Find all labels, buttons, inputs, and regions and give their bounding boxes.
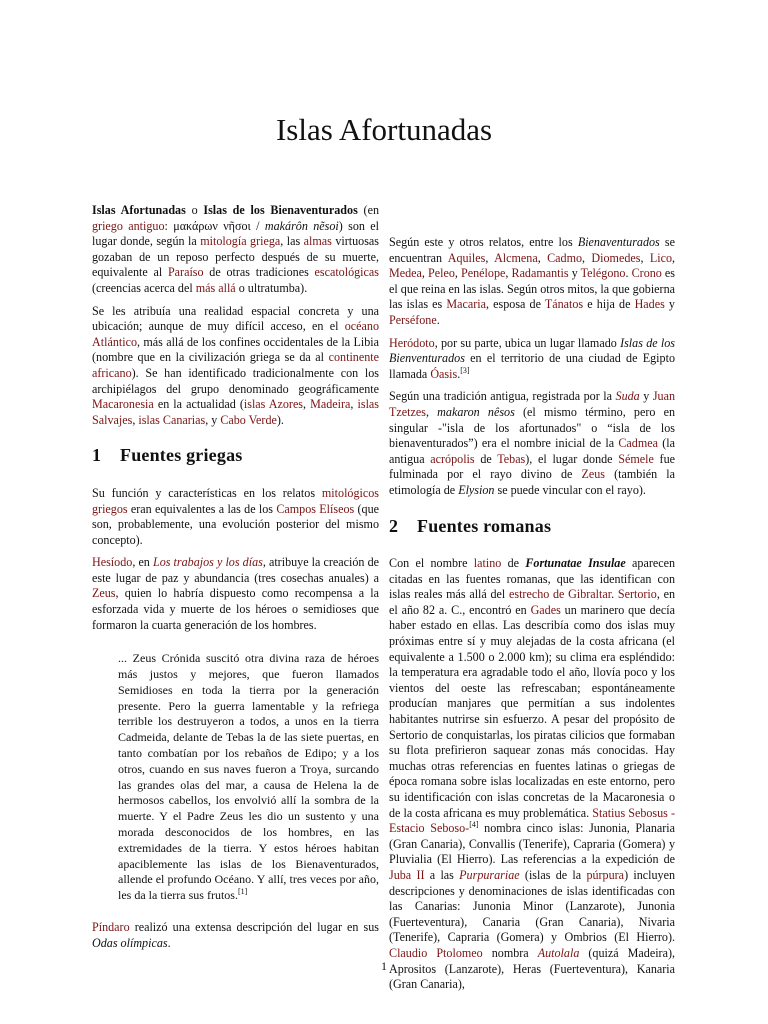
wiki-link[interactable]: Cadmo (547, 250, 583, 265)
text-run: Su función y características en los relatos (92, 485, 322, 500)
wiki-link[interactable]: continente africano (92, 350, 379, 380)
blessed-list-paragraph (389, 235, 675, 329)
text-run: (el mismo término, pero en singular -"isla de los afortunados" o “isla de los bienaventurados”) era el nombre inicial de la (389, 404, 676, 451)
text-run: (también la etimología de (389, 467, 675, 497)
wiki-link[interactable]: Píndaro (92, 920, 130, 934)
text-run: Según este y otros relatos, entre los (389, 235, 578, 249)
text-run: Con el nombre (389, 556, 474, 571)
text-run: . (167, 935, 171, 950)
citation-ref[interactable]: [4] (469, 820, 479, 830)
text-run: , (537, 250, 548, 265)
text-run: se encuentran (389, 235, 675, 265)
section-heading-fuentes-romanas (389, 515, 675, 536)
wiki-link[interactable]: más allá (195, 280, 236, 295)
text-run: virtuosas gozaban de un reposo perfecto después de su muerte, equivalente al (92, 234, 379, 280)
text-run: y (639, 389, 653, 404)
text-run: de otras tradiciones (203, 265, 315, 280)
wiki-link[interactable]: Autolala (537, 945, 580, 960)
page-title: Islas Afortunadas (275, 112, 493, 147)
text-run: se puede vincular con el rayo). (494, 482, 646, 497)
wiki-link[interactable]: Zeus (92, 586, 116, 601)
text-run: , (505, 266, 512, 281)
suda-paragraph (389, 389, 675, 498)
text-run: (en (357, 203, 379, 217)
wiki-link[interactable]: Telégono (580, 266, 626, 281)
wiki-link[interactable]: Tánatos (544, 297, 584, 312)
wiki-link[interactable]: Purpurariae (459, 867, 520, 882)
text-run: , en el año 82 a. C., encontró en (389, 587, 675, 617)
text-run: Islas de los Bienventurados (389, 335, 676, 366)
wiki-link[interactable]: Macaria (446, 297, 487, 312)
wiki-link[interactable]: Óasis (430, 366, 458, 381)
wiki-link[interactable]: Los trabajos y los días (152, 555, 263, 570)
text-run: . (625, 266, 632, 281)
wiki-link[interactable]: Statius Sebosus -Estacio Seboso- (389, 805, 676, 836)
hesiod-quote (118, 651, 379, 904)
location-paragraph (92, 304, 379, 429)
wiki-link[interactable]: Suda (615, 389, 640, 404)
text-run: (creencias acerca del (92, 280, 196, 295)
text-run: Islas Afortunadas (92, 203, 186, 217)
text-run: ... Zeus Crónida suscitó otra divina raza de héroes más justos y mejores, que fueron llamados Semidioses en toda la tierra por la generación presente. Pero la guerra lamentable y la refriega terrible los destruyeron a todos, a unos en la tierra Cadmeida, delante de Tebas la de las siete puertas, en tanto combatían por los rebaños de Edipo; y a los otros, cuando en sus naves fueron a Troya, surcando las grandes olas del mar, a causa de Helena la de hermosos cabellos, los envolvió allí la sombra de la muerte. Y el Padre Zeus les dio un sustento y una morada desconocidos de los hombres, en las extremidades de la tierra. Y estos héroes habitan apaciblemente las islas de los Bienaventurados, allende el profundo Océano. Y allí, tres veces por año, les da la tierra sus frutos. (118, 651, 379, 903)
wiki-link[interactable]: Crono (631, 266, 662, 281)
text-run: , (485, 250, 495, 265)
text-run: , (303, 397, 311, 412)
text-run: . (457, 366, 461, 381)
text-run: ) son el lugar donde, según la (92, 218, 380, 249)
wiki-link[interactable]: Hesíodo (92, 555, 133, 570)
wiki-link[interactable]: océano Atlántico (92, 319, 379, 349)
wiki-link[interactable]: Medea (389, 266, 422, 281)
wiki-link[interactable]: mitológicos griegos (92, 485, 379, 516)
wiki-link[interactable]: Radamantis (511, 266, 569, 281)
wiki-link[interactable]: islas Azores (243, 397, 304, 412)
text-run: o ultratumba). (235, 280, 308, 295)
wiki-link[interactable]: Diomedes (591, 250, 641, 265)
text-run: Islas de los Bienaventurados (203, 203, 358, 217)
wiki-link[interactable]: Aquiles (447, 250, 486, 265)
text-run: ), el lugar donde (525, 451, 619, 466)
wiki-link[interactable]: Cabo Verde (220, 412, 277, 427)
section-heading-fuentes-griegas (92, 445, 379, 466)
text-run: Elysion (458, 482, 495, 497)
text-run: , atribuye la creación de este lugar de paz y abundancia (tres cosechas anuales) a (92, 555, 379, 585)
text-run: , en (132, 555, 153, 570)
wiki-link[interactable]: Alcmena (494, 250, 538, 265)
text-run: Fortunatae Insulae (525, 556, 626, 571)
wiki-link[interactable]: Paraíso (167, 265, 204, 280)
hesiod-paragraph (92, 555, 379, 633)
text-run: en el territorio de una ciudad de Egipto llamada (389, 351, 675, 381)
text-run: , (640, 250, 650, 265)
text-run: Según una tradición antigua, registrada por la (389, 389, 616, 404)
text-run: y (568, 266, 581, 281)
wiki-link[interactable]: Tebas (497, 451, 526, 466)
text-run: , las (280, 234, 304, 249)
text-run: makárôn nẽsoi (264, 218, 339, 233)
wiki-link[interactable]: Perséfone (389, 312, 437, 327)
text-run: de (501, 556, 526, 571)
text-run: nombra cinco islas: Junonia, Planaria (Gran Canaria), Convallis (Tenerife), Capraria (Gomera) y Pluvialia (El Hierro). Las referencias a la expedición de (389, 821, 675, 867)
wiki-link[interactable]: Peleo (428, 266, 455, 281)
text-run: , esposa de (486, 297, 545, 312)
section-number: 2 (389, 515, 399, 536)
wiki-link[interactable]: mitología griega (200, 234, 281, 249)
wiki-link[interactable]: Juan Tzetzes (389, 389, 675, 419)
wiki-link[interactable]: Campos Elíseos (276, 501, 355, 516)
text-run: en la actualidad ( (153, 397, 244, 412)
text-run: (la antigua (389, 436, 675, 466)
wiki-link[interactable]: púrpura (586, 867, 625, 882)
wiki-link[interactable]: Lico (649, 250, 672, 265)
wiki-link[interactable]: latino (473, 556, 502, 571)
wiki-link[interactable]: islas Canarias (138, 412, 206, 427)
citation-ref[interactable]: [3] (460, 365, 470, 375)
section-number: 1 (92, 445, 102, 466)
right-column (389, 203, 675, 1000)
text-run: e hija de (583, 297, 635, 312)
wiki-link[interactable]: almas (303, 234, 332, 249)
wiki-link[interactable]: Juba II (389, 867, 425, 882)
wiki-link[interactable]: Madeira (310, 397, 351, 412)
text-run: , por su parte, ubica un lugar llamado (434, 335, 621, 350)
text-run: un marinero que decía haber estado en ellas. Las describía como dos islas muy próximas entre sí y muy alejadas de la costa africana (el equivalente a 1.500 o 2.000 km); su clima era espléndido: la temperatura era agradable todo el año, llovía poco y los vientos del oeste las refrescaban; espontáneamente producían manjares que permitían a sus indolentes habitantes nutrirse sin esfuerzo. A pesar del propósito de Sertorio de conquistarlas, los piratas cilicios que formaban su flota prefirieron saquear zonas más conocidas. Hay muchas otras referencias en fuentes latinas o griegas de época romana sobre islas localizadas en este entorno, pero su identificación con islas concretas de la Macaronesia o de la costa africana es muy problemática. (389, 602, 675, 820)
text-run: Bienaventurados (577, 235, 660, 249)
text-run: . (436, 312, 440, 327)
page-number: 1 (381, 959, 387, 973)
wiki-link[interactable]: Hades (634, 297, 665, 312)
text-run: a las (424, 867, 460, 882)
text-run: Se les atribuía una realidad espacial concreta y una ubicación; aunque de muy difícil acceso, en el (92, 303, 379, 334)
text-run: y (664, 297, 675, 312)
text-run: , (132, 412, 139, 427)
pindar-paragraph (92, 920, 379, 951)
left-column (92, 203, 379, 958)
text-run: : μακάρων νῆσοι / (164, 218, 265, 233)
wiki-link[interactable]: Gades (530, 602, 561, 617)
text-run: , más allá de los confines occidentales de la Libia (nombre que en la civilización griega se da al (92, 334, 379, 365)
greek-sources-paragraph (92, 486, 379, 548)
text-run: realizó una extensa descripción del lugar en sus (129, 920, 379, 934)
text-run: , (350, 397, 358, 412)
wiki-link[interactable]: Sertorio (617, 587, 657, 602)
text-run: de (474, 451, 498, 466)
text-run: , (454, 266, 462, 281)
wiki-link[interactable]: griego antiguo (92, 218, 165, 233)
text-run: . (611, 587, 618, 602)
citation-ref[interactable]: [1] (237, 887, 248, 897)
text-run: , y (205, 412, 221, 427)
wiki-link[interactable]: Cadmea (618, 436, 658, 451)
herodotus-paragraph (389, 336, 675, 383)
wiki-link[interactable]: acrópolis (430, 451, 475, 466)
wiki-link[interactable]: Penélope (461, 266, 506, 281)
section-title: Fuentes romanas (417, 515, 552, 536)
text-run: o (185, 203, 204, 217)
text-run: , quien lo habría dispuesto como recompensa a la esforzada vida y muerte de los héroes o semidioses que formaron la cuarta generación de los hombres. (92, 586, 379, 632)
text-run: , (582, 250, 592, 265)
text-run: fue fulminada por el rayo divino de (389, 451, 675, 482)
text-run: aparecen citadas en las fuentes romanas, que las identifican con islas reales más allá del (389, 556, 675, 602)
text-run: ) incluyen descripciones y denominaciones de islas identificadas con las Canarias: Junonia Minor (Lanzarote), Junonia (Fuerteventura), Canaria (Gran Canaria), Nivaria (Tenerife), Capraria (Gomera) y Ombrios (El Hierro). (389, 867, 676, 945)
wiki-link[interactable]: Macaronesia (92, 397, 154, 412)
text-run: (islas de la (519, 867, 587, 882)
text-run: , (421, 266, 429, 281)
text-run: (quizá Madeira), Aprositos (Lanzarote), Heras (Fuerteventura), Kanaria (Gran Canaria), (389, 945, 675, 992)
text-run: ). Se han identificado tradicionalmente con los archipiélagos del grupo denominado geográficamente (92, 365, 379, 396)
text-run: (que son, probablemente, una evolución posterior del mismo concepto). (92, 501, 380, 547)
wiki-link[interactable]: Heródoto (389, 335, 435, 350)
text-run: Odas olímpicas (92, 935, 168, 950)
wiki-link[interactable]: estrecho de Gibraltar (509, 587, 612, 602)
intro-paragraph (92, 203, 379, 297)
wiki-link[interactable]: Zeus (581, 467, 606, 482)
text-run: , (425, 404, 438, 419)
wiki-link[interactable]: Sémele (618, 451, 654, 466)
text-run: , (672, 250, 676, 265)
roman-sources-paragraph (389, 556, 675, 993)
text-run: makaron nêsos (437, 404, 515, 419)
text-run: nombra (482, 945, 538, 960)
wiki-link[interactable]: Claudio Ptolomeo (389, 945, 483, 960)
wiki-link[interactable]: escatológicas (314, 265, 379, 280)
text-run: es el que reina en las islas. Según otros mitos, la que gobierna las islas es (389, 266, 675, 312)
section-title: Fuentes griegas (120, 445, 243, 466)
text-run: eran equivalentes a las de los (127, 501, 277, 516)
text-run: ). (276, 412, 284, 427)
wiki-link[interactable]: islas Salvajes (92, 397, 380, 427)
